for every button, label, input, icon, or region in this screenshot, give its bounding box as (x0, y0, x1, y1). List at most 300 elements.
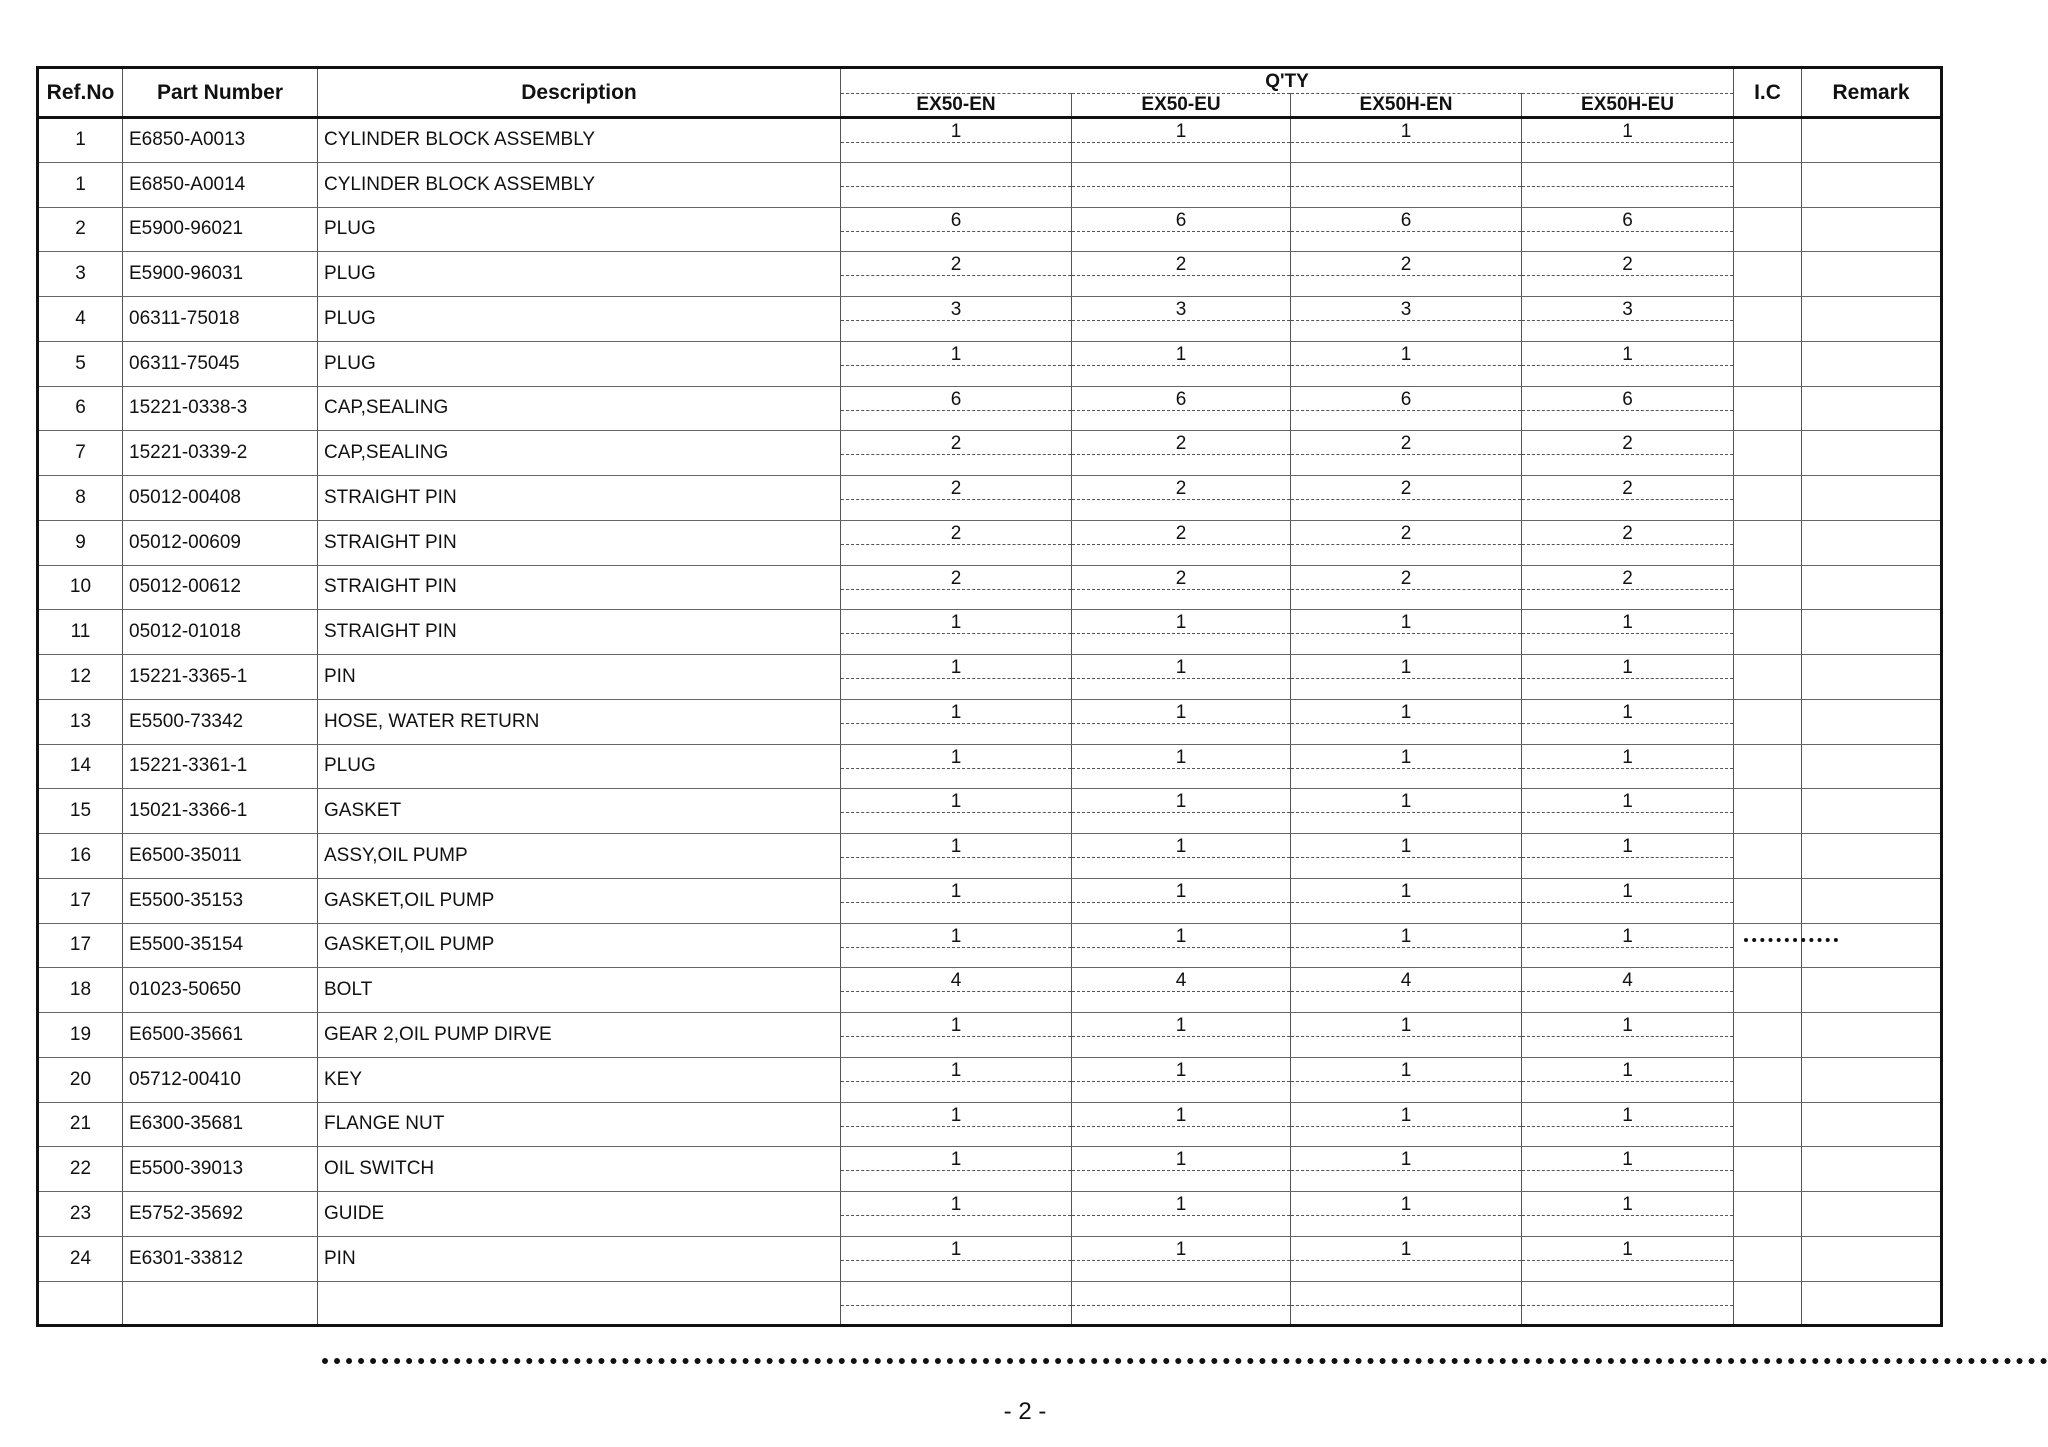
description-cell: HOSE, WATER RETURN (318, 699, 841, 744)
qty-value: 1 (1522, 613, 1733, 634)
qty-value: 1 (1522, 122, 1733, 143)
header-row-top (38, 68, 1942, 94)
ref-no-cell: 22 (38, 1147, 123, 1192)
qty-ex50-en-cell (841, 878, 1072, 923)
header-ref-no: Ref.No (38, 68, 123, 118)
remark-cell (1802, 252, 1942, 297)
page-number: - 2 - (1003, 1398, 1047, 1425)
qty-value: 3 (1522, 300, 1733, 321)
qty-ex50h-eu-cell (1522, 1236, 1734, 1281)
qty-value: 1 (1522, 882, 1733, 903)
header-ic: I.C (1734, 68, 1802, 118)
ic-cell (1734, 923, 1802, 968)
qty-value: 2 (841, 255, 1071, 276)
table-row (38, 520, 1942, 565)
ref-no-cell: 10 (38, 565, 123, 610)
table-row (38, 118, 1942, 163)
remark-cell (1802, 610, 1942, 655)
qty-ex50h-en-cell (1291, 655, 1522, 700)
ref-no-cell: 19 (38, 1013, 123, 1058)
qty-value: 6 (1522, 211, 1733, 232)
qty-value: 2 (1522, 569, 1733, 590)
part-number-cell: E5900-96031 (123, 252, 318, 297)
ic-cell (1734, 1013, 1802, 1058)
qty-value: 4 (1072, 971, 1290, 992)
qty-ex50h-en-cell (1291, 923, 1522, 968)
ic-cell (1734, 207, 1802, 252)
qty-ex50h-en-cell (1291, 789, 1522, 834)
qty-value: 2 (1072, 569, 1290, 590)
qty-ex50h-eu-cell (1522, 431, 1734, 476)
ref-no-cell: 18 (38, 968, 123, 1013)
description-cell: CAP,SEALING (318, 386, 841, 431)
ic-cell (1734, 1147, 1802, 1192)
qty-ex50-eu-cell (1072, 1147, 1291, 1192)
qty-value (1072, 166, 1290, 187)
description-cell: PIN (318, 655, 841, 700)
ref-no-cell: 1 (38, 162, 123, 207)
ref-no-cell: 16 (38, 834, 123, 879)
qty-value: 1 (1072, 1240, 1290, 1261)
qty-value: 1 (1291, 748, 1521, 769)
qty-ex50-eu-cell (1072, 789, 1291, 834)
qty-value: 1 (1522, 748, 1733, 769)
ic-cell (1734, 386, 1802, 431)
table-row (38, 476, 1942, 521)
qty-ex50h-en-cell (1291, 565, 1522, 610)
qty-value: 1 (1522, 345, 1733, 366)
qty-ex50-eu-cell (1072, 520, 1291, 565)
qty-value: 1 (841, 748, 1071, 769)
table-row (38, 878, 1942, 923)
header-part-number: Part Number (123, 68, 318, 118)
ref-no-cell: 17 (38, 923, 123, 968)
ref-no-cell: 2 (38, 207, 123, 252)
qty-value: 4 (841, 971, 1071, 992)
description-cell: ASSY,OIL PUMP (318, 834, 841, 879)
qty-ex50-eu-cell (1072, 252, 1291, 297)
qty-ex50h-eu-cell (1522, 610, 1734, 655)
qty-value (841, 1285, 1071, 1306)
qty-value: 1 (1291, 1195, 1521, 1216)
ref-no-cell: 9 (38, 520, 123, 565)
qty-ex50h-eu-cell (1522, 1147, 1734, 1192)
ic-cell (1734, 968, 1802, 1013)
qty-value: 6 (1291, 211, 1521, 232)
qty-ex50-eu-cell (1072, 923, 1291, 968)
remark-cell (1802, 1057, 1942, 1102)
qty-value (1291, 1285, 1521, 1306)
qty-ex50h-en-cell (1291, 162, 1522, 207)
part-number-cell: E6500-35011 (123, 834, 318, 879)
table-row (38, 1147, 1942, 1192)
qty-ex50-eu-cell (1072, 744, 1291, 789)
qty-ex50h-en-cell (1291, 1057, 1522, 1102)
qty-value: 1 (1072, 658, 1290, 679)
description-cell (318, 1281, 841, 1326)
table-row (38, 1057, 1942, 1102)
ref-no-cell: 1 (38, 118, 123, 163)
description-cell: STRAIGHT PIN (318, 565, 841, 610)
qty-ex50h-eu-cell (1522, 744, 1734, 789)
qty-value: 1 (841, 1016, 1071, 1037)
remark-cell (1802, 968, 1942, 1013)
qty-value: 1 (1522, 927, 1733, 948)
remark-cell (1802, 118, 1942, 163)
table-row (38, 968, 1942, 1013)
part-number-cell: 05012-00609 (123, 520, 318, 565)
qty-ex50h-eu-cell (1522, 1057, 1734, 1102)
qty-ex50-eu-cell (1072, 878, 1291, 923)
qty-ex50h-en-cell (1291, 207, 1522, 252)
remark-cell (1802, 834, 1942, 879)
qty-ex50-en-cell (841, 118, 1072, 163)
qty-value: 1 (841, 122, 1071, 143)
qty-value: 3 (841, 300, 1071, 321)
qty-ex50h-eu-cell (1522, 923, 1734, 968)
table-row (38, 341, 1942, 386)
description-cell: BOLT (318, 968, 841, 1013)
qty-value: 1 (1291, 1150, 1521, 1171)
qty-value: 1 (1522, 1016, 1733, 1037)
qty-value: 1 (841, 882, 1071, 903)
part-number-cell: E5500-35154 (123, 923, 318, 968)
description-cell: GUIDE (318, 1192, 841, 1237)
parts-table (36, 66, 1943, 1327)
ref-no-cell: 11 (38, 610, 123, 655)
qty-ex50-en-cell (841, 1236, 1072, 1281)
qty-value: 1 (1291, 1106, 1521, 1127)
table-row (38, 610, 1942, 655)
qty-value: 1 (1291, 882, 1521, 903)
qty-value: 1 (1291, 122, 1521, 143)
remark-cell (1802, 744, 1942, 789)
qty-ex50-en-cell (841, 162, 1072, 207)
header-description: Description (318, 68, 841, 118)
table-row (38, 1192, 1942, 1237)
qty-ex50h-en-cell (1291, 297, 1522, 342)
qty-value: 2 (1072, 524, 1290, 545)
qty-ex50-eu-cell (1072, 431, 1291, 476)
table-row (38, 655, 1942, 700)
qty-ex50-en-cell (841, 520, 1072, 565)
ic-cell (1734, 252, 1802, 297)
qty-value: 1 (1522, 1195, 1733, 1216)
qty-ex50h-en-cell (1291, 476, 1522, 521)
ic-cell (1734, 1192, 1802, 1237)
ref-no-cell: 8 (38, 476, 123, 521)
qty-value: 1 (1291, 658, 1521, 679)
qty-value: 3 (1291, 300, 1521, 321)
part-number-cell: E6301-33812 (123, 1236, 318, 1281)
remark-cell (1802, 162, 1942, 207)
qty-ex50h-en-cell (1291, 520, 1522, 565)
qty-ex50-eu-cell (1072, 1013, 1291, 1058)
qty-value: 1 (1072, 1106, 1290, 1127)
remark-cell (1802, 1102, 1942, 1147)
ic-cell (1734, 789, 1802, 834)
qty-ex50h-en-cell (1291, 118, 1522, 163)
qty-ex50h-en-cell (1291, 1102, 1522, 1147)
qty-value: 2 (1522, 255, 1733, 276)
ic-cell (1734, 610, 1802, 655)
qty-ex50-eu-cell (1072, 118, 1291, 163)
qty-value: 1 (1072, 122, 1290, 143)
qty-value: 1 (1522, 1240, 1733, 1261)
qty-value (1522, 1285, 1733, 1306)
qty-value: 1 (1072, 1016, 1290, 1037)
remark-cell (1802, 878, 1942, 923)
remark-cell (1802, 476, 1942, 521)
qty-ex50-eu-cell (1072, 565, 1291, 610)
qty-ex50-en-cell (841, 207, 1072, 252)
description-cell: KEY (318, 1057, 841, 1102)
qty-value: 1 (1072, 748, 1290, 769)
qty-value: 1 (841, 1106, 1071, 1127)
part-number-cell: E5500-35153 (123, 878, 318, 923)
qty-ex50-eu-cell (1072, 699, 1291, 744)
part-number-cell: E6300-35681 (123, 1102, 318, 1147)
qty-ex50-en-cell (841, 655, 1072, 700)
qty-ex50h-eu-cell (1522, 699, 1734, 744)
ref-no-cell: 24 (38, 1236, 123, 1281)
qty-value: 2 (1072, 479, 1290, 500)
qty-value: 1 (1522, 658, 1733, 679)
ic-cell (1734, 520, 1802, 565)
remark-cell (1802, 1013, 1942, 1058)
qty-value: 1 (841, 927, 1071, 948)
qty-ex50h-eu-cell (1522, 297, 1734, 342)
qty-ex50-en-cell (841, 699, 1072, 744)
qty-ex50-en-cell (841, 923, 1072, 968)
qty-ex50-en-cell (841, 1192, 1072, 1237)
qty-value: 2 (841, 434, 1071, 455)
qty-ex50-eu-cell (1072, 1281, 1291, 1326)
ic-cell (1734, 699, 1802, 744)
ic-cell (1734, 162, 1802, 207)
qty-value: 2 (1522, 434, 1733, 455)
qty-ex50-eu-cell (1072, 476, 1291, 521)
table-row (38, 1013, 1942, 1058)
qty-ex50h-eu-cell (1522, 207, 1734, 252)
part-number-cell: E5500-73342 (123, 699, 318, 744)
part-number-cell: E5500-39013 (123, 1147, 318, 1192)
qty-value: 2 (841, 569, 1071, 590)
table-row (38, 386, 1942, 431)
table-row (38, 699, 1942, 744)
ic-cell (1734, 341, 1802, 386)
table-row (38, 297, 1942, 342)
qty-ex50h-en-cell (1291, 1013, 1522, 1058)
qty-ex50-eu-cell (1072, 655, 1291, 700)
qty-value: 2 (1522, 479, 1733, 500)
qty-ex50h-en-cell (1291, 386, 1522, 431)
qty-value: 1 (841, 1195, 1071, 1216)
remark-cell (1802, 297, 1942, 342)
remark-cell (1802, 1147, 1942, 1192)
qty-value: 1 (1291, 837, 1521, 858)
qty-value: 1 (1291, 703, 1521, 724)
qty-value: 2 (1072, 255, 1290, 276)
qty-ex50-eu-cell (1072, 1057, 1291, 1102)
remark-cell (1802, 565, 1942, 610)
header-model-ex50-en: EX50-EN (841, 94, 1072, 118)
qty-ex50h-eu-cell (1522, 252, 1734, 297)
qty-value: 1 (1072, 1150, 1290, 1171)
part-number-cell: 15221-3365-1 (123, 655, 318, 700)
qty-value: 1 (1291, 345, 1521, 366)
part-number-cell: E6850-A0014 (123, 162, 318, 207)
header-remark: Remark (1802, 68, 1942, 118)
part-number-cell: 15221-0339-2 (123, 431, 318, 476)
header-model-ex50-eu: EX50-EU (1072, 94, 1291, 118)
qty-ex50-en-cell (841, 1057, 1072, 1102)
qty-value: 1 (841, 837, 1071, 858)
qty-ex50-en-cell (841, 341, 1072, 386)
ic-cell (1734, 118, 1802, 163)
qty-value: 1 (1522, 1061, 1733, 1082)
qty-ex50-eu-cell (1072, 1192, 1291, 1237)
qty-ex50-eu-cell (1072, 610, 1291, 655)
qty-value: 2 (841, 479, 1071, 500)
table-row (38, 162, 1942, 207)
qty-ex50h-en-cell (1291, 1236, 1522, 1281)
qty-ex50h-en-cell (1291, 744, 1522, 789)
qty-ex50-eu-cell (1072, 834, 1291, 879)
qty-value: 4 (1291, 971, 1521, 992)
qty-ex50-en-cell (841, 297, 1072, 342)
ref-no-cell: 3 (38, 252, 123, 297)
remark-cell (1802, 341, 1942, 386)
qty-ex50-en-cell (841, 565, 1072, 610)
qty-ex50-eu-cell (1072, 968, 1291, 1013)
qty-value: 1 (1072, 613, 1290, 634)
qty-value: 4 (1522, 971, 1733, 992)
ic-cell (1734, 476, 1802, 521)
qty-ex50h-eu-cell (1522, 162, 1734, 207)
ic-cell (1734, 565, 1802, 610)
qty-value: 2 (1291, 434, 1521, 455)
qty-ex50h-en-cell (1291, 968, 1522, 1013)
remark-cell (1802, 699, 1942, 744)
part-number-cell: 05012-01018 (123, 610, 318, 655)
qty-ex50-en-cell (841, 1102, 1072, 1147)
remark-cell (1802, 207, 1942, 252)
part-number-cell: 05012-00612 (123, 565, 318, 610)
qty-ex50h-eu-cell (1522, 1281, 1734, 1326)
ic-cell (1734, 878, 1802, 923)
ref-no-cell: 13 (38, 699, 123, 744)
description-cell: CAP,SEALING (318, 431, 841, 476)
qty-ex50h-eu-cell (1522, 789, 1734, 834)
qty-value: 6 (1291, 390, 1521, 411)
qty-value: 1 (1072, 345, 1290, 366)
remark-cell (1802, 789, 1942, 834)
parts-body (38, 118, 1942, 1326)
ic-cell (1734, 1057, 1802, 1102)
qty-ex50-en-cell (841, 834, 1072, 879)
qty-ex50-eu-cell (1072, 1102, 1291, 1147)
qty-ex50-en-cell (841, 968, 1072, 1013)
ic-cell (1734, 431, 1802, 476)
description-cell: STRAIGHT PIN (318, 610, 841, 655)
qty-value: 3 (1072, 300, 1290, 321)
qty-ex50-en-cell (841, 1013, 1072, 1058)
qty-value: 1 (1072, 703, 1290, 724)
ref-no-cell: 7 (38, 431, 123, 476)
qty-value: 1 (841, 1150, 1071, 1171)
ref-no-cell: 4 (38, 297, 123, 342)
qty-value: 6 (1072, 390, 1290, 411)
table-row (38, 252, 1942, 297)
part-number-cell: 06311-75018 (123, 297, 318, 342)
description-cell: GASKET (318, 789, 841, 834)
description-cell: PLUG (318, 252, 841, 297)
qty-value: 2 (1291, 569, 1521, 590)
qty-ex50h-eu-cell (1522, 655, 1734, 700)
remark-cell (1802, 1236, 1942, 1281)
qty-ex50h-en-cell (1291, 431, 1522, 476)
qty-ex50h-en-cell (1291, 341, 1522, 386)
qty-ex50-en-cell (841, 252, 1072, 297)
qty-value: 1 (841, 345, 1071, 366)
description-cell: PLUG (318, 341, 841, 386)
table-row (38, 744, 1942, 789)
remark-cell (1802, 386, 1942, 431)
qty-value: 1 (841, 613, 1071, 634)
ic-cell (1734, 1236, 1802, 1281)
qty-value: 6 (841, 211, 1071, 232)
remark-cell (1802, 431, 1942, 476)
ic-cell (1734, 834, 1802, 879)
qty-value: 1 (841, 1240, 1071, 1261)
qty-ex50-en-cell (841, 386, 1072, 431)
qty-value: 1 (1522, 792, 1733, 813)
qty-ex50h-eu-cell (1522, 878, 1734, 923)
qty-value: 2 (1072, 434, 1290, 455)
qty-ex50-en-cell (841, 789, 1072, 834)
qty-value: 1 (841, 658, 1071, 679)
qty-ex50h-eu-cell (1522, 341, 1734, 386)
qty-value: 1 (1072, 837, 1290, 858)
qty-value: 1 (1291, 927, 1521, 948)
qty-ex50-eu-cell (1072, 341, 1291, 386)
qty-value: 1 (1522, 1150, 1733, 1171)
table-row (38, 923, 1942, 968)
qty-value: 2 (1522, 524, 1733, 545)
qty-ex50h-eu-cell (1522, 476, 1734, 521)
qty-ex50h-en-cell (1291, 834, 1522, 879)
ic-cell (1734, 655, 1802, 700)
part-number-cell (123, 1281, 318, 1326)
qty-value: 6 (1522, 390, 1733, 411)
part-number-cell: E6500-35661 (123, 1013, 318, 1058)
table-row (38, 834, 1942, 879)
remark-cell (1802, 923, 1942, 968)
header-model-ex50h-eu: EX50H-EU (1522, 94, 1734, 118)
qty-value: 6 (841, 390, 1071, 411)
remark-cell (1802, 520, 1942, 565)
ref-no-cell: 15 (38, 789, 123, 834)
ic-cell (1734, 297, 1802, 342)
qty-ex50h-eu-cell (1522, 565, 1734, 610)
part-number-cell: E6850-A0013 (123, 118, 318, 163)
qty-value: 1 (1291, 792, 1521, 813)
table-row (38, 1281, 1942, 1326)
qty-value: 2 (1291, 255, 1521, 276)
qty-value (1072, 1285, 1290, 1306)
qty-value: 2 (1291, 479, 1521, 500)
